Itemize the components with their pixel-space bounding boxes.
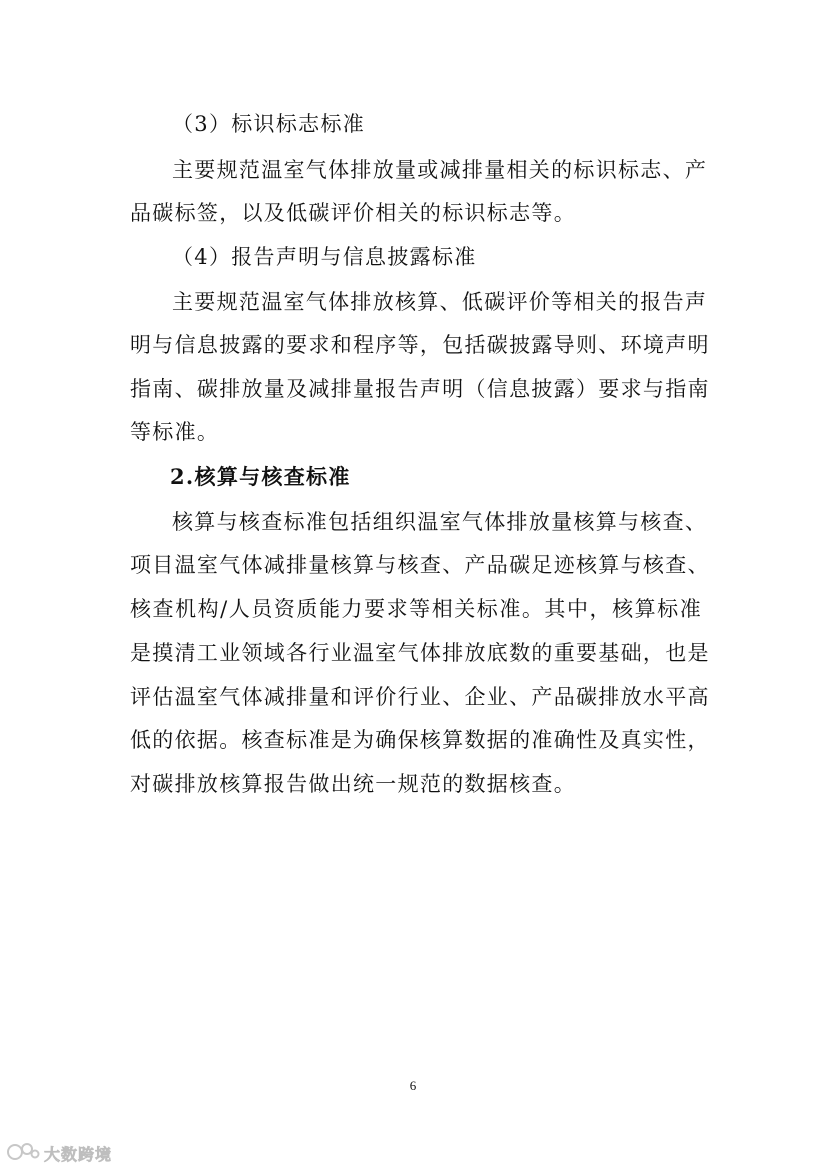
subsection-heading-4: （4）报告声明与信息披露标准 [172,245,477,269]
paragraph-line: 指南、碳排放量及减排量报告声明（信息披露）要求与指南 [130,377,710,401]
paragraph-line: 品碳标签，以及低碳评价相关的标识标志等。 [130,201,576,225]
paragraph-line: 评估温室气体减排量和评价行业、企业、产品碳排放水平高 [130,685,710,709]
paragraph-line: 等标准。 [130,420,220,444]
page-number: 6 [409,1078,417,1093]
paragraph-line: 低的依据。核查标准是为确保核算数据的准确性及真实性， [130,728,710,752]
paragraph-line: 明与信息披露的要求和程序等，包括碳披露导则、环境声明 [130,333,710,357]
watermark-text: 大数跨境 [44,1144,113,1164]
paragraph-line: 是摸清工业领域各行业温室气体排放底数的重要基础，也是 [130,641,710,665]
paragraph-line: 核算与核查标准包括组织温室气体排放量核算与核查、 [172,510,708,534]
paragraph-line: 主要规范温室气体排放核算、低碳评价等相关的报告声 [172,290,708,314]
paragraph-line: 对碳排放核算报告做出统一规范的数据核查。 [130,772,576,796]
paragraph-line: 项目温室气体减排量核算与核查、产品碳足迹核算与核查、 [130,553,710,577]
section-heading: 2.核算与核查标准 [170,464,351,489]
paragraph-line: 核查机构/人员资质能力要求等相关标准。其中，核算标准 [130,597,702,621]
brand-logo-icon [6,1139,40,1167]
paragraph-line: 主要规范温室气体排放量或减排量相关的标识标志、产 [172,158,708,182]
subsection-heading-3: （3）标识标志标准 [172,112,366,136]
watermark [6,1138,112,1168]
